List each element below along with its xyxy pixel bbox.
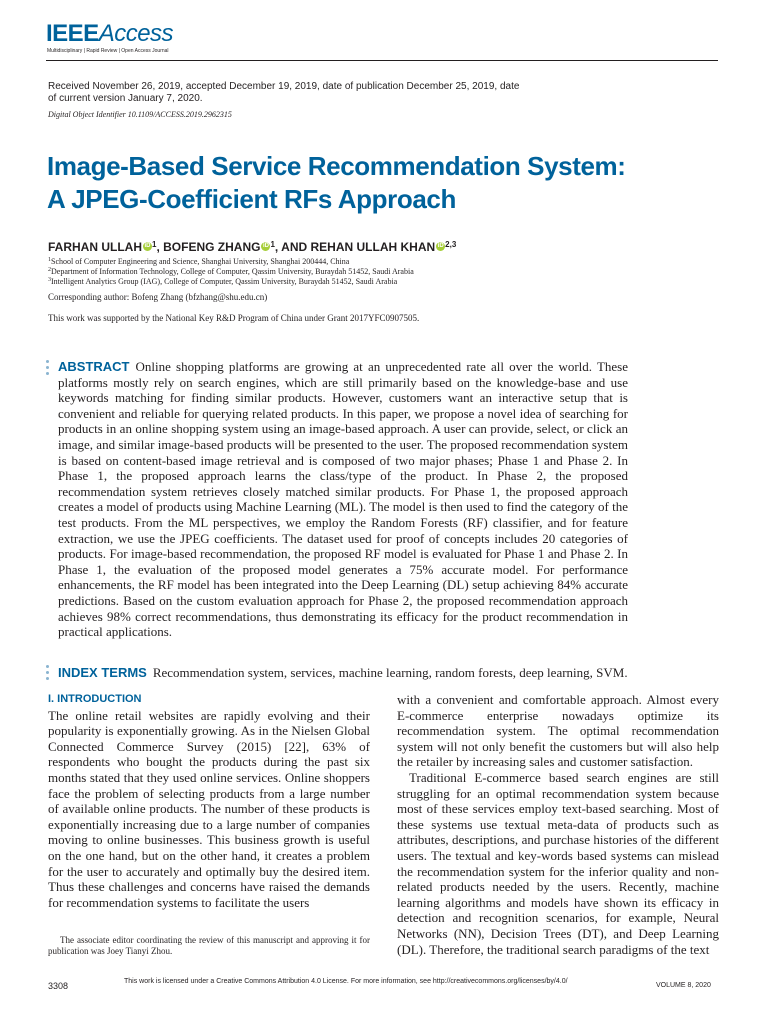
author-separator: , [156, 240, 164, 254]
affiliation [48, 256, 648, 266]
author-affil-sup: 2,3 [445, 240, 457, 249]
journal-logo-access: Access [98, 20, 174, 47]
section-heading: I. INTRODUCTION [48, 693, 142, 705]
journal-logo [46, 20, 173, 48]
author-name: BOFENG ZHANG [163, 240, 261, 254]
abstract-label: ABSTRACT [58, 359, 130, 374]
index-terms [58, 665, 698, 680]
orcid-icon[interactable]: iD [437, 243, 444, 249]
page-number: 3308 [48, 981, 69, 991]
author-name: FARHAN ULLAH [48, 240, 142, 254]
orcid-icon[interactable]: iD [262, 243, 269, 249]
license-note: This work is licensed under a Creative Commons Attribution 4.0 License. For more information, see http://creativecommons.org/licenses/by/4.0/ [124, 978, 568, 985]
corresponding-author: Corresponding author: Bofeng Zhang (bfzhang@shu.edu.cn) [48, 292, 268, 302]
body-paragraph: The online retail websites are rapidly evolving and their popularity is exponentially growing. As in the Nielsen Global Connected Commerce Survey (2015) [22], 63% of respondents who bought the products during the past six months stated that they used online services. Online shoppers face the problem of selecting products from a large number of available online products. The number of these products is exponentially increasing due to a large number of companies moving to online businesses. This business growth is useful on the one hand, but on the other hand, it creates a problem for the user to accurately and optimally buy the desired item. Thus these challenges and concerns have raised the demands for recommendation systems to facilitate the users [48, 707, 370, 910]
volume-label: VOLUME 8, 2020 [656, 982, 711, 989]
paper-title-line1: Image-Based Service Recommendation System: [47, 151, 626, 181]
affiliation-sup: 1 [48, 257, 51, 263]
affiliation-text: School of Computer Engineering and Science, Shanghai University, Shanghai 200444, China [51, 257, 350, 266]
affiliation [48, 276, 648, 286]
index-terms-text: Recommendation system, services, machine learning, random forests, deep learning, SVM. [152, 665, 628, 680]
body-column-right [397, 692, 719, 957]
journal-logo-ieee: IEEE [46, 20, 99, 47]
affiliation-text: Department of Information Technology, College of Computer, Qassim University, Buraydah 51452, Saudi Arabia [51, 267, 414, 276]
affiliation-sup: 3 [48, 277, 51, 283]
author-separator: , [274, 240, 282, 254]
author-name: AND REHAN ULLAH KHAN [281, 240, 436, 254]
paper-title [47, 150, 687, 216]
editor-footnote: The associate editor coordinating the review of this manuscript and approving it for publication was Joey Tianyi Zhou. [48, 935, 370, 956]
affiliation [48, 266, 648, 276]
body-paragraph: Traditional E-commerce based search engines are still struggling for an optimal recommendation system because most of these services employ text-based searching. Most of these systems use textual meta-data of products such as attributes, descriptions, and purchase histories of the different users. The textual and key-words based systems can mislead the recommendation system for the inferior quality and non-related products needed by the users. Recently, machine learning algorithms and models have shown its efficacy in detection and recognition scenarios, for example, Neural Networks (NN), Decision Trees (DT), and Deep Learning (DL). Therefore, the traditional search paradigms of the text [397, 769, 719, 957]
author-affil-sup: 1 [270, 240, 275, 249]
author-list [48, 240, 456, 254]
funding-note: This work was supported by the National Key R&D Program of China under Grant 2017YFC0907505. [48, 313, 420, 323]
paper-title-line2: A JPEG-Coefficient RFs Approach [47, 184, 456, 214]
index-terms-marker [46, 665, 50, 683]
author-affil-sup: 1 [152, 240, 157, 249]
abstract-text: Online shopping platforms are growing at an unprecedented rate all over the world. These platforms mostly rely on search engines, which are still primarily based on the knowledge-base and use keywords matching for finding similar products. However, customers want an interactive setup that is convenient and reliable for querying related products. In this paper, we propose a novel idea of searching for products in an online shopping system using an image-based approach. A user can provide, select, or click an image, and similar image-based products will be presented to the user. The proposed recommendation system is based on content-based image retrieval and is composed of two major phases; Phase 1 and Phase 2. In Phase 1, the proposed approach learns the class/type of the product. In Phase 2, the proposed recommendation system retrieves closely matched similar products. For Phase 1, the proposed approach creates a model of products using Machine Learning (ML). The model is then used to find the category of the test products. From the ML perspectives, we employ the Random Forests (RF) classifier, and for feature extraction, we use the JPEG coefficients. The dataset used for proof of concepts includes 20 categories of products. For image-based recommendation, the proposed RF model is evaluated for Phase 1 and Phase 2. In Phase 1, the evaluation of the proposed model generates a 75% accurate model. For performance enhancements, the RF model has been integrated into the Deep Learning (DL) setup achieving 84% accurate predictions. Based on the custom evaluation approach for Phase 2, the proposed recommendation approach achieves 98% correct recommendations, thus demonstrating its efficacy for the product recommendation in practical applications. [58, 359, 628, 640]
journal-tagline: Multidisciplinary | Rapid Review | Open Access Journal [47, 48, 169, 54]
affiliation-text: Intelligent Analytics Group (IAG), College of Computer, Qassim University, Buraydah 51452, Saudi Arabia [51, 277, 398, 286]
body-column-left [48, 692, 370, 910]
abstract [58, 359, 628, 640]
doi: Digital Object Identifier 10.1109/ACCESS.2019.2962315 [48, 110, 232, 119]
received-dates: Received November 26, 2019, accepted December 19, 2019, date of publication December 25, 2019, date of current version January 7, 2020. [48, 81, 520, 104]
index-terms-label: INDEX TERMS [58, 665, 147, 680]
affiliation-sup: 2 [48, 267, 51, 273]
abstract-marker [46, 360, 50, 378]
body-paragraph: with a convenient and comfortable approach. Almost every E-commerce enterprise nowadays optimize its recommendation system. The optimal recommendation system will not only benefit the customers but will also help the retailer by increasing sales and customer satisfaction. [397, 692, 719, 770]
orcid-icon[interactable]: iD [144, 243, 151, 249]
header-rule [46, 60, 718, 61]
